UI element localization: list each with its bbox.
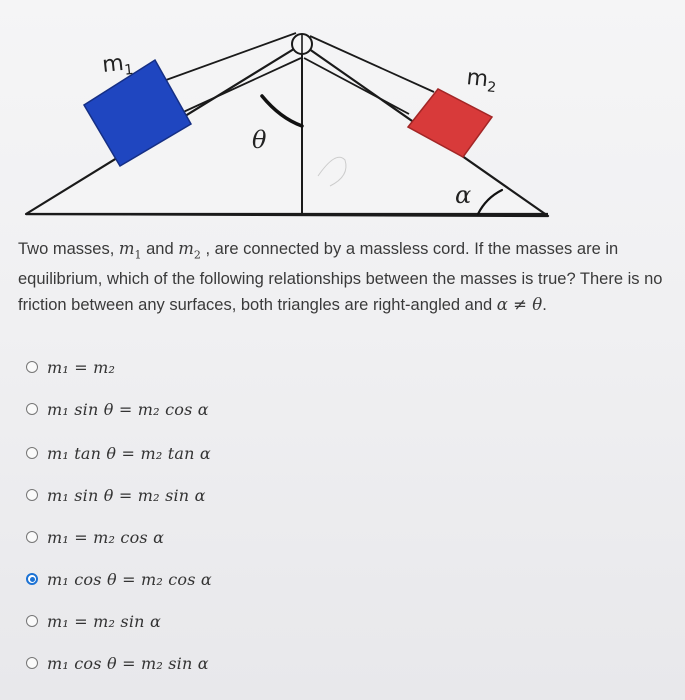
option-3[interactable] bbox=[26, 440, 211, 466]
option-8[interactable] bbox=[26, 650, 209, 676]
option-label: m₁ sin θ = m₂ cos α bbox=[47, 399, 209, 419]
radio-button[interactable] bbox=[26, 447, 38, 459]
radio-button[interactable] bbox=[26, 361, 38, 373]
alpha-label: α bbox=[455, 181, 472, 209]
mass2-label: $m_2$ bbox=[465, 65, 497, 97]
option-7[interactable] bbox=[26, 608, 161, 634]
option-label: m₁ cos θ = m₂ sin α bbox=[47, 653, 209, 673]
radio-button[interactable] bbox=[26, 403, 38, 415]
option-4[interactable] bbox=[26, 482, 206, 508]
radio-button[interactable] bbox=[26, 489, 38, 501]
option-label: m₁ = m₂ cos α bbox=[47, 527, 165, 547]
radio-button[interactable] bbox=[26, 531, 38, 543]
option-1[interactable] bbox=[26, 354, 115, 380]
inclined-planes-diagram bbox=[0, 0, 685, 230]
theta-label: θ bbox=[252, 126, 267, 154]
mass1-label: $m_1$ bbox=[101, 50, 135, 79]
option-label: m₁ = m₂ bbox=[47, 357, 116, 377]
option-label: m₁ sin θ = m₂ sin α bbox=[47, 485, 206, 505]
m2-variable: $m_2$ bbox=[178, 239, 201, 262]
option-5[interactable] bbox=[26, 524, 164, 550]
option-label: m₁ tan θ = m₂ tan α bbox=[47, 443, 211, 463]
radio-button[interactable] bbox=[26, 615, 38, 627]
question-text: Two masses, $m_1$ and $m_2$ , are connected by a massless cord. If the masses are in equilibrium, which of the following relationships between the masses is true? There is no friction between any surfaces, both triangles are right-angled and α ≠ θ. bbox=[18, 239, 663, 315]
option-2[interactable] bbox=[26, 396, 209, 422]
radio-button-selected[interactable] bbox=[26, 573, 38, 585]
option-label: m₁ = m₂ sin α bbox=[47, 611, 161, 631]
m1-variable: $m_1$ bbox=[118, 239, 142, 262]
option-6[interactable] bbox=[26, 566, 212, 592]
radio-button[interactable] bbox=[26, 657, 38, 669]
alpha-neq-theta: α ≠ θ bbox=[496, 295, 543, 315]
option-label: m₁ cos θ = m₂ cos α bbox=[47, 569, 212, 589]
